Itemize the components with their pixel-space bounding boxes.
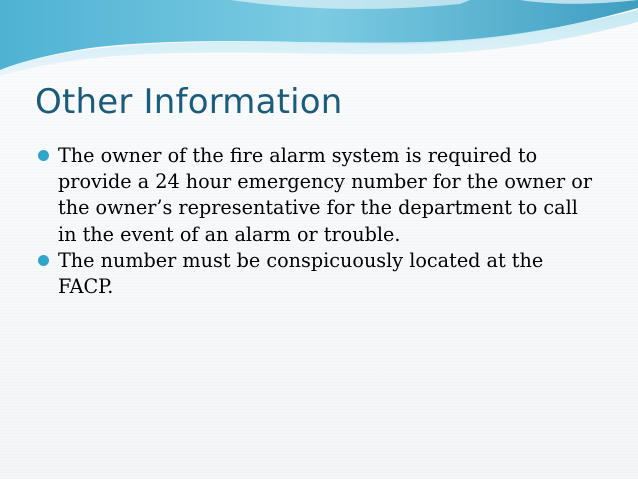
bullet-item [37,248,597,300]
bullet-text: The number must be conspicuously located at the FACP. [58,248,544,299]
slide-title: Other Information [35,82,343,122]
bullet-text: The owner of the fire alarm system is required to provide a 24 hour emergency number for the owner or the owner’s representative for the department to call in the event of an alarm or trouble. [58,144,593,246]
header-wave-decoration [0,0,638,80]
bullet-list [37,143,597,300]
bullet-dot-icon [38,150,49,161]
bullet-dot-icon [38,255,49,266]
bullet-item [37,143,597,248]
